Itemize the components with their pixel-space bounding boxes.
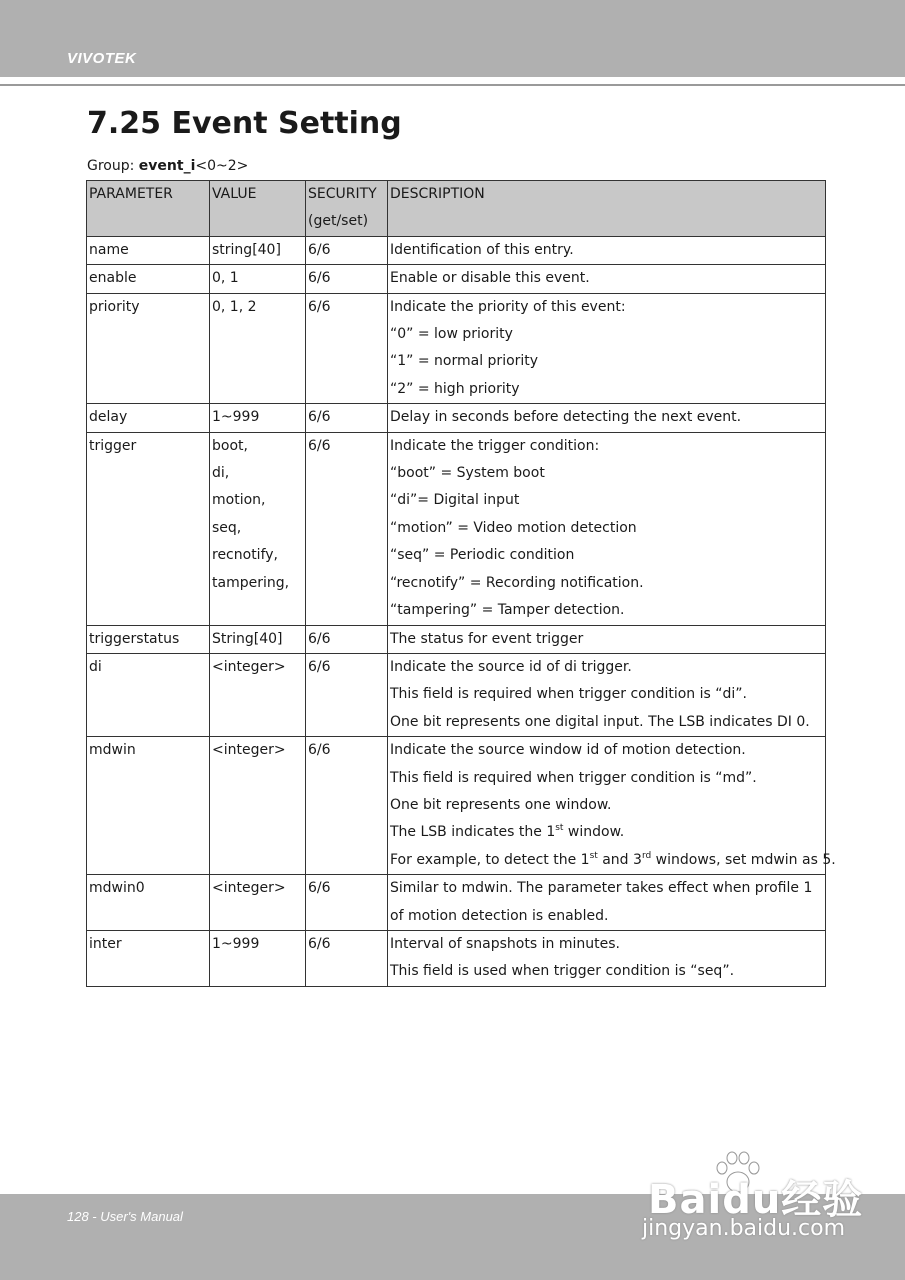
description-line: The status for event trigger [390, 630, 584, 647]
param-cell: delay [87, 404, 210, 432]
description-line: “seq” = Periodic condition [390, 547, 575, 564]
description-line: “motion” = Video motion detection [390, 519, 637, 536]
table-row [87, 432, 826, 625]
description-cell [388, 404, 826, 432]
table-row [87, 236, 826, 264]
value-line: seq, [212, 519, 242, 536]
watermark-url: jingyan.baidu.com [642, 1216, 846, 1241]
description-line: Enable or disable this event. [390, 270, 590, 287]
header-description: DESCRIPTION [388, 181, 826, 237]
header-security-line2: (get/set) [308, 213, 369, 230]
header-divider [0, 84, 905, 86]
group-line [87, 158, 248, 174]
desc-text: and 3 [597, 851, 642, 868]
description-cell [388, 930, 826, 986]
description-line: “2” = high priority [390, 380, 520, 397]
description-line [390, 847, 836, 874]
description-line: One bit represents one digital input. The LSB indicates DI 0. [390, 713, 810, 730]
brand-logo: VIVOTEK [67, 50, 137, 67]
description-cell [388, 875, 826, 931]
description-line: Identification of this entry. [390, 241, 574, 258]
value-cell [210, 265, 306, 293]
description-line: Delay in seconds before detecting the next event. [390, 409, 742, 426]
table-row [87, 293, 826, 404]
value-line: 0, 1 [212, 270, 239, 287]
description-cell [388, 236, 826, 264]
header-value: VALUE [210, 181, 306, 237]
param-cell: enable [87, 265, 210, 293]
table-body [87, 236, 836, 986]
ordinal-suffix: st [555, 823, 564, 834]
security-cell: 6/6 [306, 293, 388, 404]
value-cell [210, 737, 306, 875]
table-row [87, 737, 826, 875]
ordinal-suffix: rd [641, 850, 652, 861]
value-line: 1~999 [212, 935, 260, 952]
desc-text: For example, to detect the 1 [390, 851, 590, 868]
table-header-row [87, 181, 826, 237]
ordinal-suffix: st [589, 850, 598, 861]
param-cell: inter [87, 930, 210, 986]
param-cell: name [87, 236, 210, 264]
value-line: boot, [212, 437, 248, 454]
page-number: 128 - User's Manual [67, 1209, 183, 1224]
table-row [87, 625, 826, 653]
param-cell: priority [87, 293, 210, 404]
security-cell: 6/6 [306, 432, 388, 625]
description-line: “1” = normal priority [390, 353, 539, 370]
group-range: <0~2> [195, 158, 249, 174]
description-line: Indicate the priority of this event: [390, 298, 626, 315]
security-cell: 6/6 [306, 625, 388, 653]
table-row [87, 875, 826, 931]
value-line: motion, [212, 492, 266, 509]
value-cell [210, 293, 306, 404]
value-cell [210, 404, 306, 432]
header-security [306, 181, 388, 237]
description-line [390, 819, 825, 846]
group-name: event_i [138, 158, 196, 174]
value-line: string[40] [212, 241, 281, 258]
value-line: recnotify, [212, 547, 278, 564]
description-line: “recnotify” = Recording notification. [390, 574, 644, 591]
description-cell [388, 432, 826, 625]
description-line: Indicate the trigger condition: [390, 437, 600, 454]
baidu-watermark [640, 1150, 870, 1250]
description-line: “boot” = System boot [390, 465, 545, 482]
param-cell: mdwin [87, 737, 210, 875]
value-line: <integer> [212, 658, 286, 675]
watermark-logo: Baidu经验 [648, 1177, 864, 1223]
value-line: tampering, [212, 574, 290, 591]
description-cell [388, 653, 826, 736]
security-cell: 6/6 [306, 265, 388, 293]
description-line: “tampering” = Tamper detection. [390, 602, 625, 619]
desc-text: The LSB indicates the 1 [390, 824, 556, 841]
security-cell: 6/6 [306, 930, 388, 986]
value-line: di, [212, 465, 230, 482]
desc-text: windows, set mdwin as 5. [651, 851, 836, 868]
description-line: “0” = low priority [390, 326, 513, 343]
description-cell [388, 265, 826, 293]
value-cell [210, 432, 306, 625]
header-parameter: PARAMETER [87, 181, 210, 237]
security-cell: 6/6 [306, 737, 388, 875]
value-line: 0, 1, 2 [212, 298, 257, 315]
param-cell: triggerstatus [87, 625, 210, 653]
description-line: This field is used when trigger condition is “seq”. [390, 963, 735, 980]
value-cell [210, 875, 306, 931]
param-cell: di [87, 653, 210, 736]
table-row [87, 653, 826, 736]
desc-text: window. [563, 824, 625, 841]
param-cell: trigger [87, 432, 210, 625]
section-title: 7.25 Event Setting [87, 106, 402, 141]
description-line: Indicate the source window id of motion detection. [390, 742, 746, 759]
description-line: This field is required when trigger condition is “md”. [390, 769, 757, 786]
description-line: Interval of snapshots in minutes. [390, 935, 620, 952]
value-line: <integer> [212, 742, 286, 759]
param-cell: mdwin0 [87, 875, 210, 931]
description-cell [388, 293, 826, 404]
value-line: 1~999 [212, 409, 260, 426]
value-cell [210, 653, 306, 736]
security-cell: 6/6 [306, 404, 388, 432]
description-line: Similar to mdwin. The parameter takes effect when profile 1 of motion detection is enabled. [390, 880, 813, 924]
security-cell: 6/6 [306, 653, 388, 736]
description-cell [388, 625, 826, 653]
description-line: “di”= Digital input [390, 492, 520, 509]
value-line: String[40] [212, 630, 283, 647]
value-cell [210, 625, 306, 653]
security-cell: 6/6 [306, 875, 388, 931]
description-cell [388, 737, 836, 875]
header-security-line1: SECURITY [308, 186, 377, 202]
description-line: This field is required when trigger condition is “di”. [390, 686, 747, 703]
table-row [87, 930, 826, 986]
table-row [87, 265, 826, 293]
table-row [87, 404, 826, 432]
group-label: Group: [87, 158, 135, 174]
description-line: One bit represents one window. [390, 796, 612, 813]
value-cell [210, 236, 306, 264]
description-line: Indicate the source id of di trigger. [390, 658, 632, 675]
security-cell: 6/6 [306, 236, 388, 264]
value-cell [210, 930, 306, 986]
value-line: <integer> [212, 880, 286, 897]
parameter-table [86, 180, 836, 987]
